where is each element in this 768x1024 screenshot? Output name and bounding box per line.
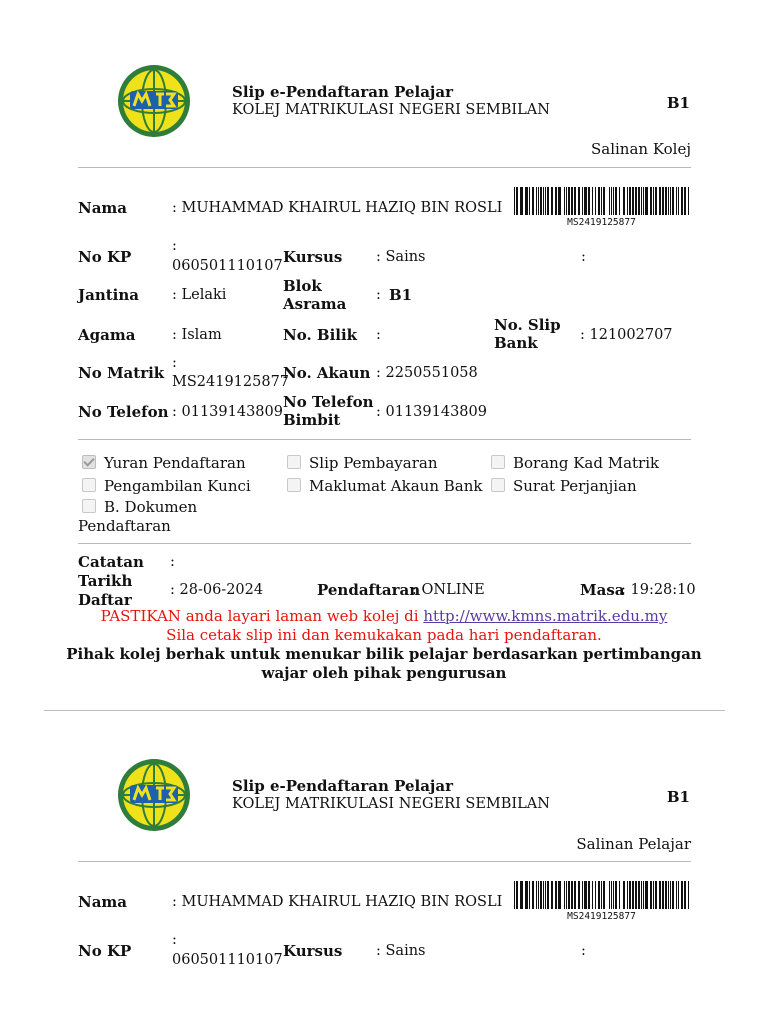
blok-label-line1: Blok [283,277,322,295]
kursus-extra: : [581,249,586,265]
bilik-value: : [376,327,381,343]
checkbox-checked-icon[interactable] [82,455,96,469]
divider [78,167,691,168]
barcode-text: MS2419125877 [567,911,636,922]
kursus-extra: : [581,943,586,959]
checkbox-yuran-pendaftaran[interactable] [82,454,246,472]
pendaftaran-label: Pendaftaran [317,581,421,599]
cut-line [44,710,725,711]
telefon-value: : 01139143809 [172,404,283,420]
bimbit-label-line1: No Telefon [283,393,374,411]
matrik-label: No Matrik [78,364,165,382]
kursus-label: Kursus [283,942,343,960]
copy-label: Salinan Pelajar [576,835,691,853]
checkbox-label: Surat Perjanjian [513,477,637,495]
slipbank-value: : 121002707 [580,327,673,343]
telefon-label: No Telefon [78,403,169,421]
nokp-colon: : [172,932,177,948]
checkbox-label: Pengambilan Kunci [104,477,251,495]
kursus-label: Kursus [283,248,343,266]
kursus-value: : Sains [376,249,426,265]
barcode [514,881,689,909]
checkbox-surat-perjanjian[interactable] [491,477,637,495]
nama-label: Nama [78,893,128,911]
checkbox-slip-pembayaran[interactable] [287,454,438,472]
slip-title: Slip e-Pendaftaran Pelajar [232,777,453,795]
slipbank-label-line2: Bank [494,334,538,352]
website-notice [0,607,768,625]
agama-value: : Islam [172,327,222,343]
tarikh-value: : 28-06-2024 [170,582,264,598]
blok-value: B1 [389,286,413,304]
masa-label: Masa [580,581,625,599]
website-notice-text: PASTIKAN anda layari laman web kolej di [100,607,424,625]
checkbox-icon[interactable] [82,478,96,492]
kursus-value: : Sains [376,943,426,959]
nama-value: : MUHAMMAD KHAIRUL HAZIQ BIN ROSLI [172,894,503,910]
print-notice: Sila cetak slip ini dan kemukakan pada hari pendaftaran. [166,626,602,644]
barcode [514,187,689,215]
akaun-value: : 2250551058 [376,365,478,381]
divider [78,439,691,440]
akaun-label: No. Akaun [283,364,371,382]
checkbox-icon[interactable] [491,478,505,492]
nokp-colon: : [172,238,177,254]
nokp-value: 060501110107 [172,258,283,274]
nokp-label: No KP [78,248,132,266]
masa-value: : 19:28:10 [621,582,696,598]
checkbox-maklumat-akaun-bank[interactable] [287,477,482,495]
nama-value: : MUHAMMAD KHAIRUL HAZIQ BIN ROSLI [172,200,503,216]
copy-label: Salinan Kolej [590,140,691,158]
catatan-label: Catatan [78,553,144,571]
pendaftaran-value: : ONLINE [412,582,485,598]
divider [78,543,691,544]
checkbox-icon[interactable] [287,478,301,492]
checkbox-b-dokumen[interactable] [82,498,197,516]
tarikh-label-line2: Daftar [78,591,132,609]
checkbox-label: Borang Kad Matrik [513,454,660,472]
nokp-label: No KP [78,942,132,960]
divider [78,861,691,862]
nokp-value: 060501110107 [172,952,283,968]
slip-code: B1 [666,94,690,112]
room-notice-line1: Pihak kolej berhak untuk menukar bilik pelajar berdasarkan pertimbangan [66,645,702,663]
checkbox-icon[interactable] [287,455,301,469]
tarikh-label-line1: Tarikh [78,572,133,590]
checkbox-label-line2: Pendaftaran [78,517,171,535]
kmns-logo [116,63,192,139]
nama-label: Nama [78,199,128,217]
checkbox-label: Maklumat Akaun Bank [309,477,483,495]
checkbox-label: Yuran Pendaftaran [104,454,246,472]
slip-code: B1 [666,788,690,806]
room-notice-line2: wajar oleh pihak pengurusan [261,664,507,682]
matrik-colon: : [172,355,177,371]
bimbit-label-line2: Bimbit [283,411,341,429]
bilik-label: No. Bilik [283,326,358,344]
agama-label: Agama [78,326,136,344]
slipbank-label-line1: No. Slip [494,316,561,334]
checkbox-label: Slip Pembayaran [309,454,438,472]
checkbox-borang-kad-matrik[interactable] [491,454,659,472]
jantina-label: Jantina [78,286,139,304]
checkbox-icon[interactable] [82,499,96,513]
kmns-logo [116,757,192,833]
bimbit-value: : 01139143809 [376,404,487,420]
slip-title: Slip e-Pendaftaran Pelajar [232,83,453,101]
blok-colon: : [376,287,381,303]
college-name: KOLEJ MATRIKULASI NEGERI SEMBILAN [232,102,550,118]
checkbox-pengambilan-kunci[interactable] [82,477,251,495]
checkbox-icon[interactable] [491,455,505,469]
college-website-link[interactable]: http://www.kmns.matrik.edu.my [423,607,668,625]
jantina-value: : Lelaki [172,287,227,303]
college-name: KOLEJ MATRIKULASI NEGERI SEMBILAN [232,796,550,812]
catatan-value: : [170,554,175,570]
blok-label-line2: Asrama [283,295,347,313]
barcode-text: MS2419125877 [567,217,636,228]
checkbox-label: B. Dokumen [104,498,198,516]
matrik-value: MS2419125877 [172,374,290,390]
